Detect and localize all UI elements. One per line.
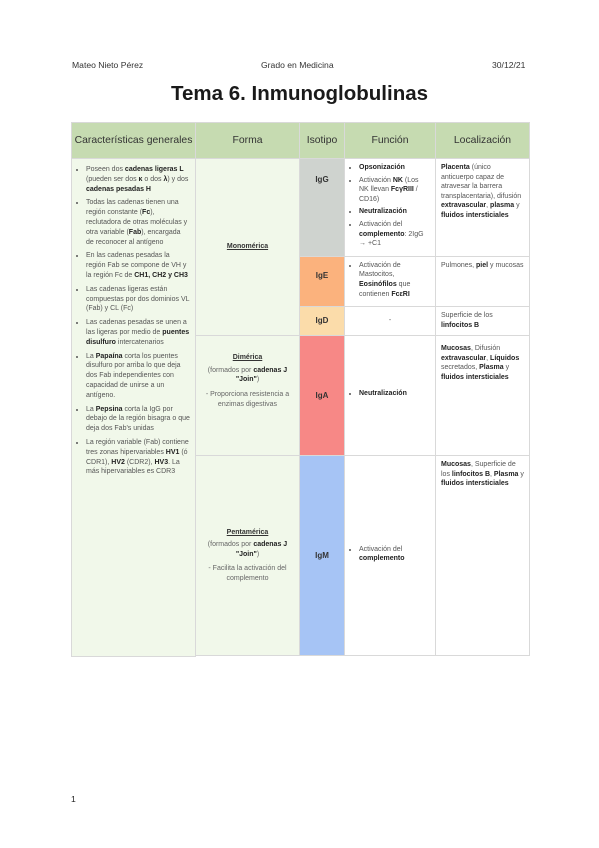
header-funcion: Función (345, 123, 436, 159)
funcion-item: • Neutralización (359, 389, 430, 399)
funcion-igg (345, 159, 436, 257)
localizacion-igg: Placenta (único anticuerpo capaz de atravesar la barrera transplacentaria), difusión extravascular, plasma y fluidos intersticiales (436, 159, 530, 257)
localizacion-iga-text: Mucosas, Difusión extravascular, Líquidos secretados, Plasma y fluidos intersticiales (441, 345, 520, 381)
isotipo-igd: IgD (300, 307, 345, 336)
forma-pentamerica-note: - Facilita la activación del complemento (208, 565, 287, 583)
header-course: Grado en Medicina (261, 60, 334, 70)
table-header-row (72, 123, 530, 159)
funcion-item: • Neutralización (359, 207, 430, 217)
localizacion-igd: Superficie de los linfocitos B (436, 307, 530, 336)
funcion-item: • Opsonización (359, 163, 430, 173)
funcion-item: • Activación del complemento (359, 545, 430, 564)
header-localizacion: Localización (436, 123, 530, 159)
general-list (77, 165, 190, 477)
funcion-iga (345, 336, 436, 456)
general-item: • La Pepsina corta la IgG por debajo de la región bisagra o que deja dos Fab's unidas (86, 405, 190, 434)
isotipo-igg-label: IgG (315, 175, 329, 184)
immunoglobulin-table (71, 122, 530, 657)
table-row-igg (72, 159, 530, 257)
isotipo-iga: IgA (300, 336, 345, 456)
general-item: • Las cadenas ligeras están compuestas por dos dominios VL (Fab) y CL (Fc) (86, 285, 190, 314)
header-caracteristicas: Características generales (72, 123, 196, 159)
isotipo-ige-label: IgE (315, 270, 329, 280)
isotipo-igg (300, 159, 345, 257)
forma-monomerica-name: Monomérica (226, 243, 269, 251)
general-item: • En las cadenas pesadas la región Fab se compone de VH y la región Fc de CH1, CH2 y CH3 (86, 251, 190, 280)
general-item: • La Papaína corta los puentes disulfuro por arriba lo que deja dos Fab independientes con capacidad de unirse a un antígeno. (86, 352, 190, 401)
forma-dimerica-sub: (formados por cadenas J "Join") (207, 366, 288, 384)
forma-monomerica-cell (196, 159, 300, 336)
isotipo-igm: IgM (300, 456, 345, 656)
page-number: 1 (71, 794, 76, 804)
funcion-item: • Activación NK (Los NK llevan FcγRIII / CD16) (359, 176, 430, 205)
general-item: • Poseen dos cadenas ligeras L (pueden ser dos κ o dos λ) y dos cadenas pesadas H (86, 165, 190, 194)
header-isotipo: Isotipo (300, 123, 345, 159)
funcion-igm-list (350, 545, 430, 564)
funcion-iga-list (350, 389, 430, 399)
forma-pentamerica-sub: (formados por cadenas J "Join") (207, 541, 288, 558)
localizacion-iga (436, 336, 530, 456)
general-item: • Las cadenas pesadas se unen a las ligeras por medio de puentes disulfuro intercatenarios (86, 318, 190, 347)
header-author: Mateo Nieto Pérez (72, 60, 144, 70)
localizacion-ige: Pulmones, piel y mucosas (436, 256, 530, 306)
isotipo-ige (300, 256, 345, 306)
header-forma: Forma (196, 123, 300, 159)
funcion-item: • Activación de Mastocitos, Eosinófilos que contienen FcεRI (359, 261, 430, 299)
forma-dimerica-cell (196, 336, 300, 456)
general-item: • Todas las cadenas tienen una región constante (Fc), reclutadora de otras moléculas y otra variable (Fab), encargada de reconocer al antígeno (86, 198, 190, 247)
forma-dimerica-name: Dimérica (232, 354, 263, 362)
general-characteristics-cell (72, 159, 196, 657)
funcion-item: • Activación del complemento: 2IgG → +C1 (359, 220, 430, 249)
funcion-igd: - (345, 307, 436, 336)
localizacion-igm: Mucosas, Superficie de los linfocitos B, Plasma y fluidos intersticiales (436, 456, 530, 656)
forma-dimerica-note: - Proporciona resistencia a enzimas digestivas (205, 390, 290, 408)
funcion-ige-list (350, 261, 430, 299)
general-item: • La región variable (Fab) contiene tres zonas hipervariables HV1 (ó CDR1), HV2 (CDR2), HV3. La más hipervariables es CDR3 (86, 438, 190, 477)
forma-pentamerica-cell (196, 456, 300, 656)
funcion-igm (345, 456, 436, 656)
funcion-igg-list (350, 163, 430, 249)
funcion-ige (345, 256, 436, 306)
forma-pentamerica-name: Pentamérica (226, 528, 269, 536)
header-date: 30/12/21 (492, 60, 526, 70)
page-title: Tema 6. Inmunoglobulinas (170, 82, 429, 105)
